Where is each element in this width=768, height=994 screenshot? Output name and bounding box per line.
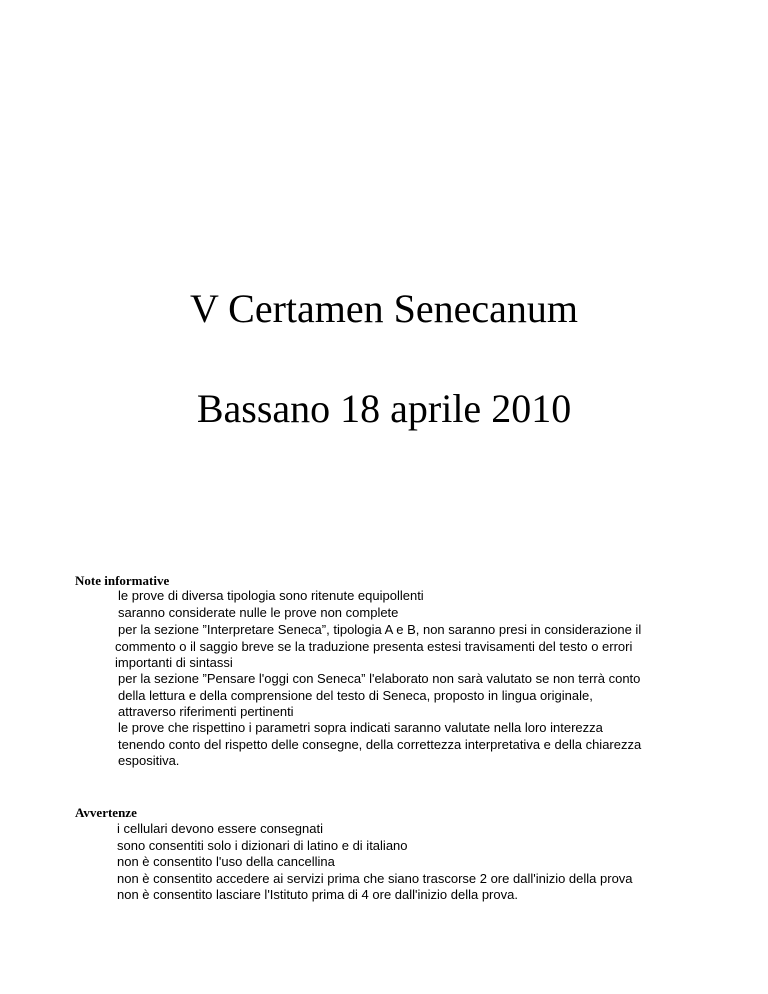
- notes-item-line: le prove di diversa tipologia sono ritenute equipollenti: [118, 588, 424, 603]
- notes-item-line: saranno considerate nulle le prove non complete: [118, 605, 399, 620]
- warnings-item: sono consentiti solo i dizionari di latino e di italiano: [117, 837, 408, 853]
- warnings-heading: Avvertenze: [75, 805, 137, 820]
- notes-item: [118, 605, 398, 622]
- notes-item-line: tenendo conto del rispetto delle consegne, della correttezza interpretativa e della chiarezza: [118, 736, 642, 752]
- document-title: V Certamen Senecanum: [189, 286, 579, 331]
- warnings-item: non è consentito accedere ai servizi prima che siano trascorse 2 ore dall'inizio della prova: [117, 870, 633, 886]
- notes-heading: Note informative: [75, 573, 170, 588]
- warnings-list: [117, 821, 633, 904]
- warnings-item: i cellulari devono essere consegnati: [117, 821, 323, 836]
- notes-item-line: della lettura e della comprensione del testo di Seneca, proposto in lingua originale,: [118, 687, 593, 703]
- notes-item-line: per la sezione ”Pensare l'oggi con Seneca” l'elaborato non sarà valutato se non terrà conto: [118, 671, 641, 686]
- notes-item-line: attraverso riferimenti pertinenti: [118, 704, 294, 719]
- notes-item-line: commento o il saggio breve se la traduzione presenta estesi travisamenti del testo o errori: [115, 638, 633, 654]
- notes-item: [118, 720, 641, 770]
- notes-item-line: le prove che rispettino i parametri sopra indicati saranno valutate nella loro interezza: [118, 720, 603, 735]
- document-subtitle: Bassano 18 aprile 2010: [196, 386, 572, 431]
- notes-item: [115, 622, 642, 672]
- notes-item: [118, 671, 640, 721]
- notes-item-line: espositiva.: [118, 753, 180, 768]
- warnings-item: non è consentito l'uso della cancellina: [117, 854, 335, 869]
- notes-item: [118, 588, 424, 605]
- warnings-item: non è consentito lasciare l'Istituto prima di 4 ore dall'inizio della prova.: [117, 887, 518, 902]
- notes-item-line: importanti di sintassi: [115, 655, 233, 670]
- notes-item-line: per la sezione ”Interpretare Seneca”, tipologia A e B, non saranno presi in considerazione il: [118, 622, 642, 637]
